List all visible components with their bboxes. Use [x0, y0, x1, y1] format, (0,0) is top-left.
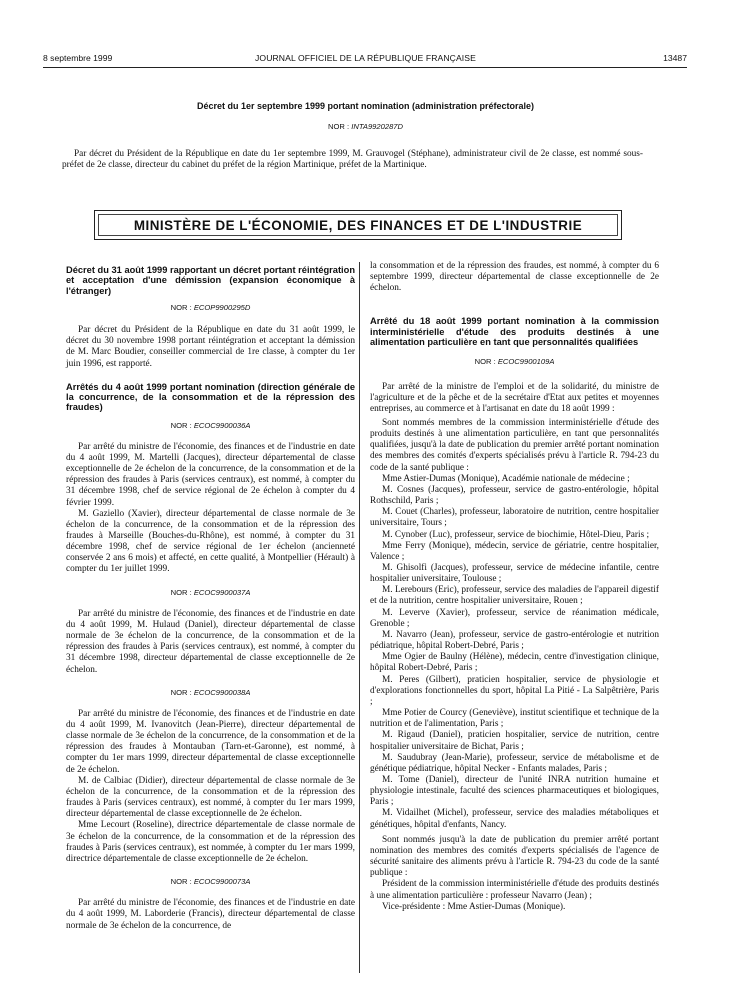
decree-body	[62, 149, 643, 171]
list-item: M. Lerebours (Eric), professeur, service des maladies de l'appareil digestif et de la nutrition, centre hospitalier universitaire, Rouen ;	[370, 585, 659, 607]
nor-label: NOR :	[474, 357, 498, 367]
header-rule	[43, 67, 687, 68]
list-item: M. Leverve (Xavier), professeur, service de réanimation médicale, Grenoble ;	[370, 607, 659, 629]
journal-title: JOURNAL OFFICIEL DE LA RÉPUBLIQUE FRANÇAISE	[255, 53, 476, 63]
list-item: Mme Ferry (Monique), médecin, service de gériatrie, centre hospitalier, Valence ;	[370, 540, 659, 562]
nor-code: ECOC9900073A	[193, 877, 251, 887]
list-item: Mme Astier-Dumas (Monique), Académie nationale de médecine ;	[382, 473, 630, 484]
nor-code: ECOP9900295D	[193, 302, 251, 312]
article-nor	[370, 356, 659, 367]
right-column	[370, 261, 659, 913]
decree-title: Décret du 1er septembre 1999 portant nomination (administration préfectorale)	[196, 101, 535, 111]
paragraph: M. de Calbiac (Didier), directeur départemental de classe normale de 3e échelon de la concurrence, de la consommation et de la répression des fraudes à Paris (services centraux), est nommé, à compter du 1er mars 1999, directeur départemental de classe exceptionnelle de 2e échelon.	[66, 775, 355, 820]
paragraph: M. Gaziello (Xavier), directeur départemental de classe normale de 3e échelon de la concurrence, de la consommation et de la répression des fraudes à Marseille (Bouches-du-Rhône), est nommé, à compter du 31 décembre 1998, chef de service régional de 1er échelon (ancienneté conservée 2 ans 6 mois) et affecté, en cette qualité, à Montpellier (Hérault) à compter du 1er juillet 1999.	[66, 508, 355, 575]
paragraph: Par arrêté du ministre de l'économie, des finances et de l'industrie en date du 4 août 1999, M. Hulaud (Daniel), directeur départemental de classe normale de 3e échelon de la concurrence, de la consommation et de la répression des fraudes à Paris (services centraux), est nommé, à compter du 31 décembre 1998, directeur départemental de classe exceptionnelle de 2e échelon.	[66, 608, 355, 675]
article-title: Arrêtés du 4 août 1999 portant nomination (direction générale de la concurrence, de la consommation et de la répression des fraudes)	[66, 381, 355, 413]
nor-label: NOR :	[170, 420, 194, 430]
list-item: M. Tome (Daniel), directeur de l'unité INRA nutrition humaine et physiologie intestinale, faculté des sciences pharmaceutiques et biologiques, Paris ;	[370, 774, 659, 808]
nor-code: ECOC9900036A	[193, 420, 251, 430]
nor-code: ECOC9900037A	[193, 587, 251, 597]
left-column	[66, 261, 355, 932]
paragraph: Mme Lecourt (Roseline), directrice départementale de classe normale de 3e échelon de la concurrence, de la consommation et de la répression des fraudes à Paris (services centraux), est nommée, à compter du 1er mars 1999, directrice départementale de classe exceptionnelle de 2e échelon.	[66, 820, 355, 864]
paragraph: Par arrêté de la ministre de l'emploi et de la solidarité, du ministre de l'agriculture et de la pêche et de la secrétaire d'Etat aux petites et moyennes entreprises, au commerce et à l'artisanat en date du 18 août 1999 :	[370, 381, 659, 414]
decree-paragraph: Par décret du Président de la République en date du 1er septembre 1999, M. Grauvogel (Stéphane), administrateur civil de 2e classe, est nommé sous-préfet de 2e classe, directeur du cabinet du préfet de la région Martinique, préfet de la Martinique.	[62, 149, 643, 171]
paragraph: Par arrêté du ministre de l'économie, des finances et de l'industrie en date du 4 août 1999, M. Laborderie (Francis), directeur départemental de classe normale de 3e échelon de la concurrence, de	[66, 898, 355, 931]
article-nor	[66, 587, 355, 598]
paragraph: Sont nommés membres de la commission interministérielle d'étude des produits destinés à une alimentation particulière, en tant que personnalités qualifiées, jusqu'à la date de publication du premier arrêté portant nomination des membres des comités d'experts spécialisés prévu à l'article R. 794-23 du code de la santé publique :	[370, 417, 659, 473]
page-number: 13487	[663, 53, 687, 63]
nor-code: INTA9920287D	[351, 122, 403, 131]
column-divider	[359, 262, 360, 973]
list-item: M. Rigaud (Daniel), praticien hospitalier, service de nutrition, centre hospitalier universitaire de Bichat, Paris ;	[370, 730, 659, 752]
nor-label: NOR :	[170, 687, 194, 697]
list-item: M. Vidailhet (Michel), professeur, service des maladies métaboliques et génétiques, hôpital d'enfants, Nancy.	[370, 808, 659, 830]
list-item: M. Couet (Charles), professeur, laboratoire de nutrition, centre hospitalier universitaire, Tours ;	[370, 507, 659, 529]
decree-nor	[0, 122, 731, 131]
article-nor	[66, 876, 355, 887]
header-date: 8 septembre 1999	[43, 53, 113, 63]
list-item: M. Navarro (Jean), professeur, service de gastro-entérologie et nutrition pédiatrique, hôpital Robert-Debré, Paris ;	[370, 629, 659, 652]
article-title: Arrêté du 18 août 1999 portant nomination à la commission interministérielle d'étude des produits destinés à une alimentation particulière en tant que personnalités qualifiées	[370, 316, 659, 348]
ministry-banner: MINISTÈRE DE L'ÉCONOMIE, DES FINANCES ET DE L'INDUSTRIE	[94, 210, 622, 240]
member-list	[370, 474, 659, 831]
article-title: Décret du 31 août 1999 rapportant un décret portant réintégration et acceptation d'une démission (expansion économique à l'étranger)	[66, 265, 355, 296]
list-item: M. Ghisolfi (Jacques), professeur, service de médecine infantile, centre hospitalier universitaire, Toulouse ;	[370, 563, 659, 585]
list-item: M. Saudubray (Jean-Marie), professeur, service de métabolisme et de génétique pédiatrique, hôpital Necker - Enfants malades, Paris ;	[370, 752, 659, 774]
nor-label: NOR :	[170, 877, 194, 887]
paragraph: la consommation et de la répression des fraudes, est nommé, à compter du 6 septembre 1999, directeur départemental de classe exceptionnelle de 2e échelon.	[370, 261, 659, 294]
nor-code: ECOC9900109A	[497, 357, 555, 367]
paragraph: Président de la commission interministérielle d'étude des produits destinés à une alimentation particulière : professeur Navarro (Jean) ;	[370, 879, 659, 901]
nor-label: NOR :	[328, 122, 352, 131]
nor-code: ECOC9900038A	[193, 687, 251, 697]
nor-label: NOR :	[170, 587, 194, 597]
article-nor	[66, 302, 355, 313]
list-item: Mme Potier de Courcy (Geneviève), institut scientifique et technique de la nutrition et de l'alimentation, Paris ;	[370, 708, 660, 730]
paragraph: Par arrêté du ministre de l'économie, des finances et de l'industrie en date du 4 août 1999, M. Ivanovitch (Jean-Pierre), directeur départemental de classe normale de 3e échelon de la concurrence, de la consommation et de la répression des fraudes à Montauban (Tarn-et-Garonne), est nommé, à compter du 1er mars 1999, directeur départemental de classe exceptionnelle de 2e échelon.	[66, 708, 355, 775]
nor-label: NOR :	[170, 302, 194, 312]
list-item: M. Peres (Gilbert), praticien hospitalier, service de physiologie et d'explorations fonctionnelles du sport, hôpital La Pitié - La Salpêtrière, Paris ;	[370, 674, 659, 707]
running-header	[0, 53, 731, 67]
list-item: M. Cosnes (Jacques), professeur, service de gastro-entérologie, hôpital Rothschild, Paris ;	[370, 484, 659, 507]
paragraph: Sont nommés jusqu'à la date de publication du premier arrêté portant nomination des membres des comités d'experts spécialisés de l'agence de sécurité sanitaire des aliments prévu à l'article R. 794-23 du code de la santé publique :	[370, 834, 659, 879]
article-nor	[66, 420, 355, 431]
paragraph: Vice-présidente : Mme Astier-Dumas (Monique).	[382, 901, 566, 912]
list-item: Mme Ogier de Baulny (Hélène), médecin, centre d'investigation clinique, hôpital Robert-Debré, Paris ;	[370, 652, 659, 674]
list-item: M. Cynober (Luc), professeur, service de biochimie, Hôtel-Dieu, Paris ;	[382, 529, 650, 540]
paragraph: Par arrêté du ministre de l'économie, des finances et de l'industrie en date du 4 août 1999, M. Martelli (Jacques), directeur départemental de classe exceptionnelle de 2e échelon de la concurrence, de la consommation et de la répression des fraudes à Paris (services centraux), est nommé, à compter du 31 décembre 1998, chef de service régional de 2e échelon à compter du 4 février 1999.	[66, 441, 355, 508]
paragraph: Par décret du Président de la République en date du 31 août 1999, le décret du 30 novembre 1998 portant réintégration et acceptant la démission de M. Marc Boudier, conseiller commercial de 1re classe, à compter du 1er juin 1996, est rapporté.	[66, 325, 355, 369]
article-nor	[66, 687, 355, 698]
